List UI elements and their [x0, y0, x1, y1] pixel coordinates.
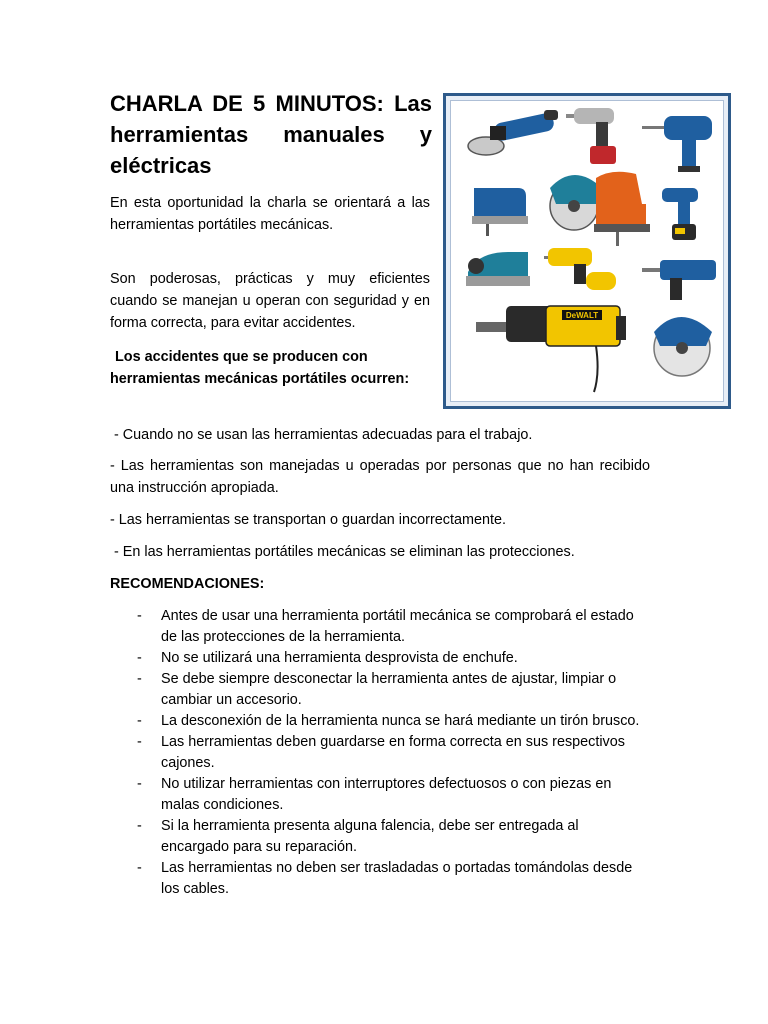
list-dash: - — [137, 671, 142, 687]
recommendation-text: No se utilizará una herramienta desprovista de enchufe. — [161, 650, 518, 666]
accident-cause-item: - Las herramientas se transportan o guardan incorrectamente. — [110, 512, 506, 528]
recommendation-item — [137, 711, 649, 732]
recommendation-text: La desconexión de la herramienta nunca se hará mediante un tirón brusco. — [161, 713, 640, 729]
recommendation-item — [137, 669, 649, 711]
accidents-heading: Los accidentes que se producen con herramientas mecánicas portátiles ocurren: — [110, 349, 410, 387]
accident-cause-item: - En las herramientas portátiles mecánicas se eliminan las protecciones. — [114, 544, 575, 560]
list-dash: - — [137, 776, 142, 792]
recommendation-item — [137, 816, 649, 858]
list-dash: - — [137, 650, 142, 666]
recommendation-item — [137, 732, 649, 774]
list-dash: - — [137, 818, 142, 834]
hammer-drill-icon — [642, 116, 712, 172]
power-tools-image — [443, 93, 731, 409]
recommendations-list — [137, 606, 649, 900]
intro-paragraph: En esta oportunidad la charla se orientará a las herramientas portátiles mecánicas. — [110, 195, 430, 233]
planer-icon — [466, 252, 530, 286]
power-tools-collage — [446, 96, 722, 400]
yellow-cordless-drill-icon — [544, 248, 616, 290]
list-dash: - — [137, 734, 142, 750]
recommendation-text: Las herramientas deben guardarse en forma correcta en sus respectivos cajones. — [161, 734, 625, 771]
recommendation-text: Si la herramienta presenta alguna falencia, debe ser entregada al encargado para su reparación. — [161, 818, 579, 855]
accident-cause-item: - Las herramientas son manejadas u operadas por personas que no han recibido una instrucción apropiada. — [110, 458, 650, 496]
circular-saw-right-icon — [654, 317, 712, 376]
demolition-hammer-icon — [476, 306, 626, 392]
cordless-drill-icon — [566, 108, 616, 164]
angle-grinder-icon — [468, 110, 558, 155]
document-title: CHARLA DE 5 MINUTOS: Las herramientas manuales y eléctricas — [110, 91, 432, 178]
recommendation-item — [137, 648, 649, 669]
recommendation-text: No utilizar herramientas con interruptores defectuosos o con piezas en malas condiciones. — [161, 776, 612, 813]
list-dash: - — [137, 713, 142, 729]
recommendation-item — [137, 774, 649, 816]
orange-jigsaw-icon — [594, 172, 650, 246]
recommendation-text: Se debe siempre desconectar la herramienta antes de ajustar, limpiar o cambiar un accesorio. — [161, 671, 617, 708]
jigsaw-icon — [472, 188, 528, 236]
list-dash: - — [137, 860, 142, 876]
recommendation-text: Las herramientas no deben ser trasladadas o portadas tomándolas desde los cables. — [161, 860, 633, 897]
rotary-hammer-icon — [642, 260, 716, 300]
compact-drill-icon — [662, 188, 698, 240]
recommendation-item — [137, 858, 649, 900]
intro-paragraph: Son poderosas, prácticas y muy eficientes cuando se manejan u operan con seguridad y en forma correcta, para evitar accidentes. — [110, 271, 430, 331]
brand-label: DeWALT — [565, 311, 599, 320]
recommendations-heading: RECOMENDACIONES: — [110, 576, 265, 592]
recommendation-item — [137, 606, 649, 648]
accident-cause-item: - Cuando no se usan las herramientas adecuadas para el trabajo. — [114, 427, 533, 443]
circular-saw-icon — [550, 175, 602, 230]
list-dash: - — [137, 608, 142, 624]
recommendation-text: Antes de usar una herramienta portátil mecánica se comprobará el estado de las protecciones de la herramienta. — [161, 608, 634, 645]
